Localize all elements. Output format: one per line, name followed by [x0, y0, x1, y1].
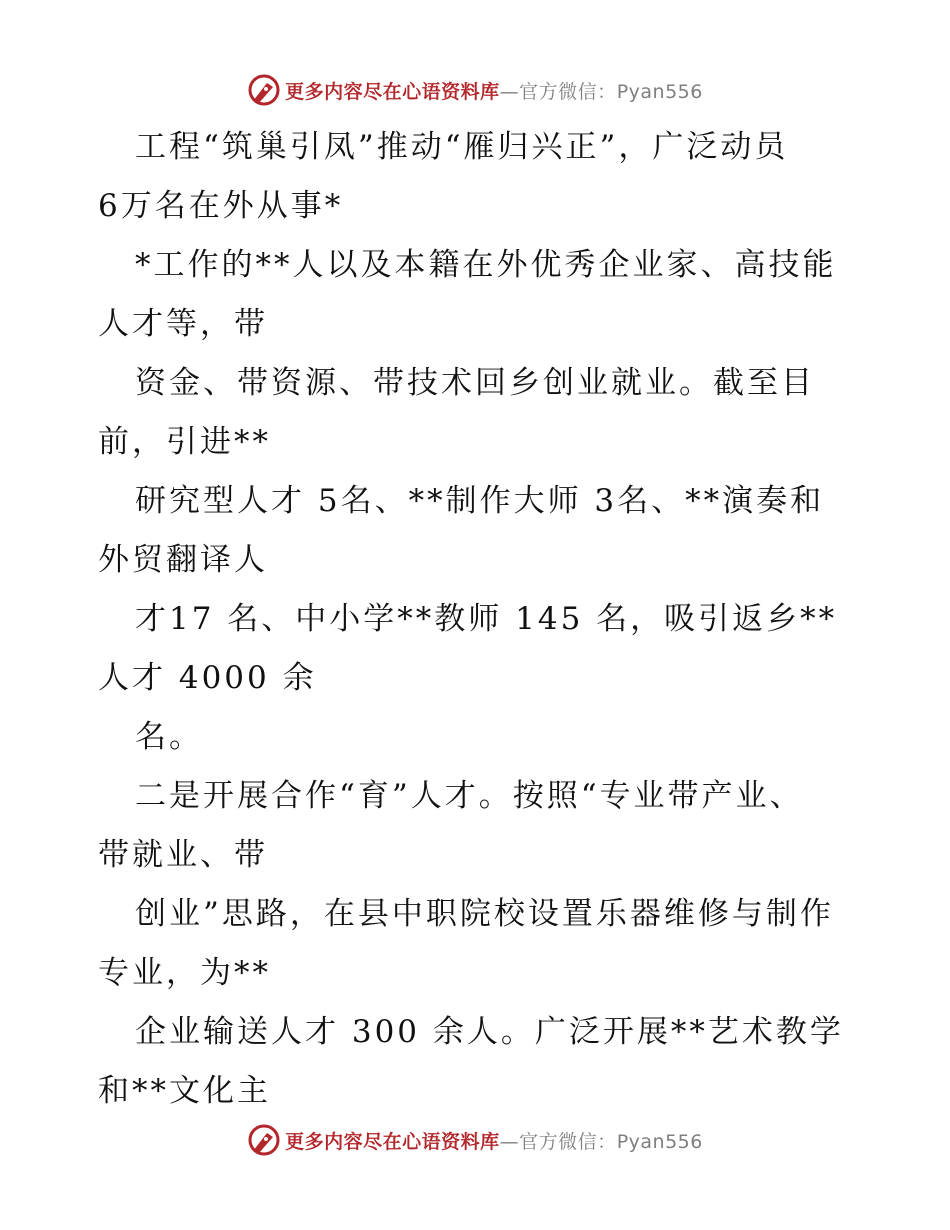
banner-text: [285, 1127, 703, 1154]
text-line: 前，引进**: [98, 424, 271, 460]
pen-nib-logo-icon: [247, 1123, 281, 1157]
banner-wechat-id: Pyan556: [616, 80, 703, 103]
text-line: 资金、带资源、带技术回乡创业就业。截至目: [135, 365, 815, 401]
banner-wechat-label: 官方微信：: [519, 1130, 617, 1153]
banner-brand: 更多内容尽在心语资料库: [285, 1130, 500, 1153]
banner-brand: 更多内容尽在心语资料库: [285, 80, 500, 103]
text-line: 人才 4000 余: [98, 660, 317, 696]
banner-wechat-id: Pyan556: [616, 1130, 703, 1153]
text-line: 才17 名、中小学**教师 145 名，吸引返乡**: [135, 601, 838, 637]
text-line: 外贸翻译人: [98, 542, 268, 578]
text-line: 6万名在外从事*: [98, 188, 344, 224]
text-line: 名。: [135, 719, 203, 755]
text-line: 企业输送人才 300 余人。广泛开展**艺术教学: [135, 1014, 844, 1050]
banner-separator: —: [499, 1130, 520, 1153]
header-banner: [0, 70, 950, 110]
text-line: 研究型人才 5名、**制作大师 3名、**演奏和: [135, 483, 825, 519]
text-line: 二是开展合作“育”人才。按照“专业带产业、: [135, 778, 804, 814]
banner-wechat-label: 官方微信：: [519, 80, 617, 103]
text-line: 带就业、带: [98, 837, 268, 873]
footer-banner: [0, 1120, 950, 1160]
text-line: 人才等，带: [98, 306, 268, 342]
text-line: 专业，为**: [98, 955, 271, 991]
text-line: 创业”思路，在县中职院校设置乐器维修与制作: [135, 896, 834, 932]
text-line: 工程“筑巢引凤”推动“雁归兴正”，广泛动员: [135, 129, 789, 165]
document-body: [98, 118, 868, 1121]
banner-separator: —: [499, 80, 520, 103]
text-line: 和**文化主: [98, 1073, 271, 1109]
text-line: *工作的**人以及本籍在外优秀企业家、高技能: [135, 247, 837, 283]
pen-nib-logo-icon: [247, 73, 281, 107]
banner-text: [285, 77, 703, 104]
